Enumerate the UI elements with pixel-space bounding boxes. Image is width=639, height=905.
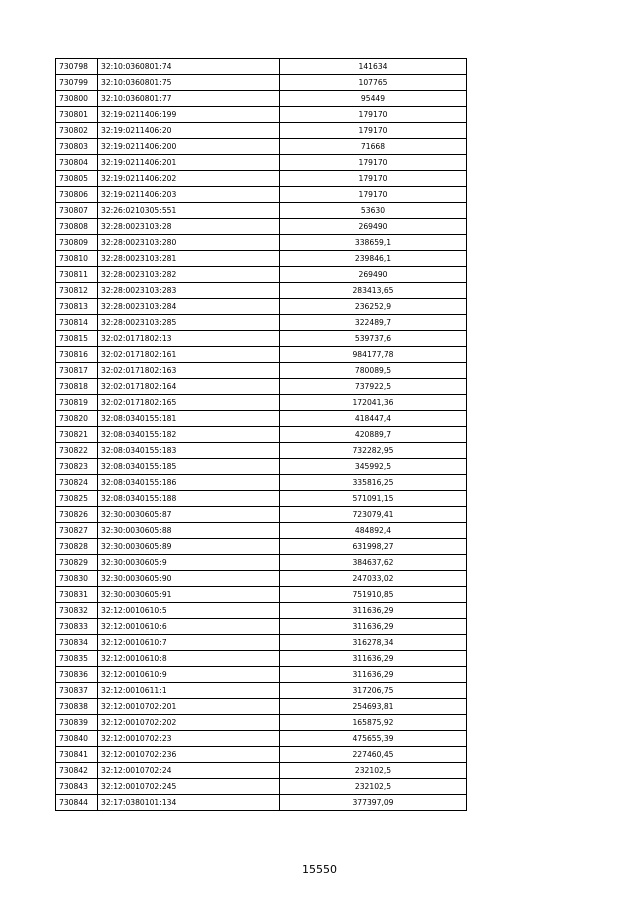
cadastral-number-cell: 32:19:0211406:20: [98, 123, 280, 139]
row-number-cell: 730808: [56, 219, 98, 235]
value-cell: 227460,45: [280, 747, 467, 763]
row-number-cell: 730823: [56, 459, 98, 475]
row-number-cell: 730819: [56, 395, 98, 411]
row-number-cell: 730837: [56, 683, 98, 699]
row-number-cell: 730801: [56, 107, 98, 123]
value-cell: 338659,1: [280, 235, 467, 251]
table-row: [56, 619, 467, 635]
value-cell: 539737,6: [280, 331, 467, 347]
row-number-cell: 730805: [56, 171, 98, 187]
cadastral-number-cell: 32:12:0010610:7: [98, 635, 280, 651]
table-row: [56, 539, 467, 555]
cadastral-number-cell: 32:12:0010702:201: [98, 699, 280, 715]
value-cell: 335816,25: [280, 475, 467, 491]
page-number: 15550: [302, 863, 337, 876]
value-cell: 311636,29: [280, 619, 467, 635]
value-cell: 377397,09: [280, 795, 467, 811]
value-cell: 780089,5: [280, 363, 467, 379]
row-number-cell: 730814: [56, 315, 98, 331]
value-cell: 247033,02: [280, 571, 467, 587]
row-number-cell: 730833: [56, 619, 98, 635]
value-cell: 311636,29: [280, 651, 467, 667]
row-number-cell: 730810: [56, 251, 98, 267]
table-row: [56, 747, 467, 763]
cadastral-number-cell: 32:30:0030605:91: [98, 587, 280, 603]
table-row: [56, 251, 467, 267]
cadastral-number-cell: 32:12:0010702:202: [98, 715, 280, 731]
row-number-cell: 730829: [56, 555, 98, 571]
value-cell: 737922,5: [280, 379, 467, 395]
cadastral-number-cell: 32:02:0171802:165: [98, 395, 280, 411]
value-cell: 95449: [280, 91, 467, 107]
value-cell: 172041,36: [280, 395, 467, 411]
row-number-cell: 730838: [56, 699, 98, 715]
value-cell: 732282,95: [280, 443, 467, 459]
row-number-cell: 730836: [56, 667, 98, 683]
table-row: [56, 75, 467, 91]
cadastral-number-cell: 32:19:0211406:199: [98, 107, 280, 123]
cadastral-number-cell: 32:08:0340155:185: [98, 459, 280, 475]
value-cell: 269490: [280, 219, 467, 235]
table-row: [56, 683, 467, 699]
cadastral-number-cell: 32:28:0023103:283: [98, 283, 280, 299]
row-number-cell: 730816: [56, 347, 98, 363]
row-number-cell: 730812: [56, 283, 98, 299]
value-cell: 311636,29: [280, 603, 467, 619]
value-cell: 269490: [280, 267, 467, 283]
cadastral-number-cell: 32:30:0030605:87: [98, 507, 280, 523]
cadastral-number-cell: 32:12:0010702:23: [98, 731, 280, 747]
value-cell: 179170: [280, 171, 467, 187]
value-cell: 179170: [280, 107, 467, 123]
value-cell: 316278,34: [280, 635, 467, 651]
cadastral-number-cell: 32:17:0380101:134: [98, 795, 280, 811]
value-cell: 236252,9: [280, 299, 467, 315]
cadastral-number-cell: 32:02:0171802:13: [98, 331, 280, 347]
cadastral-number-cell: 32:19:0211406:200: [98, 139, 280, 155]
table-row: [56, 379, 467, 395]
cadastral-number-cell: 32:28:0023103:281: [98, 251, 280, 267]
table-row: [56, 779, 467, 795]
cadastral-number-cell: 32:08:0340155:183: [98, 443, 280, 459]
row-number-cell: 730839: [56, 715, 98, 731]
table-row: [56, 475, 467, 491]
table-row: [56, 603, 467, 619]
value-cell: 484892,4: [280, 523, 467, 539]
cadastral-number-cell: 32:28:0023103:284: [98, 299, 280, 315]
cadastral-number-cell: 32:30:0030605:9: [98, 555, 280, 571]
value-cell: 984177,78: [280, 347, 467, 363]
row-number-cell: 730813: [56, 299, 98, 315]
cadastral-number-cell: 32:10:0360801:77: [98, 91, 280, 107]
row-number-cell: 730800: [56, 91, 98, 107]
row-number-cell: 730831: [56, 587, 98, 603]
table-row: [56, 331, 467, 347]
cadastral-number-cell: 32:28:0023103:285: [98, 315, 280, 331]
cadastral-number-cell: 32:12:0010611:1: [98, 683, 280, 699]
cadastral-number-cell: 32:12:0010702:236: [98, 747, 280, 763]
value-cell: 239846,1: [280, 251, 467, 267]
cadastral-number-cell: 32:30:0030605:88: [98, 523, 280, 539]
value-cell: 107765: [280, 75, 467, 91]
cadastral-number-cell: 32:10:0360801:75: [98, 75, 280, 91]
cadastral-number-cell: 32:26:0210305:551: [98, 203, 280, 219]
row-number-cell: 730844: [56, 795, 98, 811]
table-row: [56, 491, 467, 507]
table-row: [56, 187, 467, 203]
row-number-cell: 730806: [56, 187, 98, 203]
value-cell: 283413,65: [280, 283, 467, 299]
row-number-cell: 730818: [56, 379, 98, 395]
table-row: [56, 459, 467, 475]
table-row: [56, 123, 467, 139]
row-number-cell: 730803: [56, 139, 98, 155]
row-number-cell: 730834: [56, 635, 98, 651]
table-row: [56, 667, 467, 683]
table-row: [56, 411, 467, 427]
table-body: [56, 59, 467, 811]
value-cell: 317206,75: [280, 683, 467, 699]
row-number-cell: 730807: [56, 203, 98, 219]
cadastral-number-cell: 32:08:0340155:181: [98, 411, 280, 427]
cadastral-number-cell: 32:10:0360801:74: [98, 59, 280, 75]
table-row: [56, 715, 467, 731]
value-cell: 418447,4: [280, 411, 467, 427]
row-number-cell: 730835: [56, 651, 98, 667]
value-cell: 420889,7: [280, 427, 467, 443]
cadastral-number-cell: 32:02:0171802:163: [98, 363, 280, 379]
cadastral-number-cell: 32:12:0010610:6: [98, 619, 280, 635]
row-number-cell: 730825: [56, 491, 98, 507]
row-number-cell: 730820: [56, 411, 98, 427]
table-row: [56, 699, 467, 715]
cadastral-number-cell: 32:08:0340155:188: [98, 491, 280, 507]
table-row: [56, 363, 467, 379]
value-cell: 254693,81: [280, 699, 467, 715]
cadastral-number-cell: 32:19:0211406:201: [98, 155, 280, 171]
table-row: [56, 571, 467, 587]
table-row: [56, 795, 467, 811]
row-number-cell: 730815: [56, 331, 98, 347]
table-row: [56, 107, 467, 123]
value-cell: 179170: [280, 187, 467, 203]
table-row: [56, 315, 467, 331]
row-number-cell: 730826: [56, 507, 98, 523]
value-cell: 165875,92: [280, 715, 467, 731]
value-cell: 723079,41: [280, 507, 467, 523]
value-cell: 631998,27: [280, 539, 467, 555]
row-number-cell: 730842: [56, 763, 98, 779]
value-cell: 232102,5: [280, 763, 467, 779]
cadastral-number-cell: 32:12:0010610:5: [98, 603, 280, 619]
value-cell: 232102,5: [280, 779, 467, 795]
table-row: [56, 91, 467, 107]
table-row: [56, 203, 467, 219]
table-row: [56, 235, 467, 251]
cadastral-number-cell: 32:19:0211406:203: [98, 187, 280, 203]
row-number-cell: 730798: [56, 59, 98, 75]
row-number-cell: 730817: [56, 363, 98, 379]
value-cell: 571091,15: [280, 491, 467, 507]
table-row: [56, 587, 467, 603]
value-cell: 475655,39: [280, 731, 467, 747]
table-row: [56, 219, 467, 235]
table-row: [56, 731, 467, 747]
value-cell: 345992,5: [280, 459, 467, 475]
row-number-cell: 730830: [56, 571, 98, 587]
cadastral-number-cell: 32:08:0340155:186: [98, 475, 280, 491]
cadastral-value-table: [55, 58, 467, 811]
value-cell: 179170: [280, 123, 467, 139]
table-row: [56, 395, 467, 411]
table-row: [56, 427, 467, 443]
table-row: [56, 299, 467, 315]
row-number-cell: 730809: [56, 235, 98, 251]
value-cell: 71668: [280, 139, 467, 155]
table-row: [56, 443, 467, 459]
value-cell: 751910,85: [280, 587, 467, 603]
row-number-cell: 730821: [56, 427, 98, 443]
row-number-cell: 730804: [56, 155, 98, 171]
table-row: [56, 139, 467, 155]
table-row: [56, 651, 467, 667]
cadastral-number-cell: 32:30:0030605:90: [98, 571, 280, 587]
cadastral-number-cell: 32:28:0023103:282: [98, 267, 280, 283]
table-row: [56, 763, 467, 779]
cadastral-number-cell: 32:12:0010702:245: [98, 779, 280, 795]
row-number-cell: 730843: [56, 779, 98, 795]
table-row: [56, 555, 467, 571]
cadastral-number-cell: 32:12:0010610:9: [98, 667, 280, 683]
value-cell: 53630: [280, 203, 467, 219]
table-row: [56, 635, 467, 651]
table-row: [56, 155, 467, 171]
row-number-cell: 730841: [56, 747, 98, 763]
row-number-cell: 730828: [56, 539, 98, 555]
table-row: [56, 507, 467, 523]
cadastral-number-cell: 32:30:0030605:89: [98, 539, 280, 555]
value-cell: 311636,29: [280, 667, 467, 683]
cadastral-number-cell: 32:12:0010610:8: [98, 651, 280, 667]
value-cell: 179170: [280, 155, 467, 171]
table-row: [56, 59, 467, 75]
row-number-cell: 730822: [56, 443, 98, 459]
row-number-cell: 730802: [56, 123, 98, 139]
row-number-cell: 730824: [56, 475, 98, 491]
cadastral-number-cell: 32:02:0171802:164: [98, 379, 280, 395]
table-row: [56, 523, 467, 539]
table-row: [56, 283, 467, 299]
cadastral-number-cell: 32:19:0211406:202: [98, 171, 280, 187]
cadastral-number-cell: 32:02:0171802:161: [98, 347, 280, 363]
row-number-cell: 730840: [56, 731, 98, 747]
row-number-cell: 730811: [56, 267, 98, 283]
cadastral-number-cell: 32:28:0023103:280: [98, 235, 280, 251]
table-row: [56, 267, 467, 283]
table-row: [56, 347, 467, 363]
value-cell: 384637,62: [280, 555, 467, 571]
value-cell: 141634: [280, 59, 467, 75]
row-number-cell: 730827: [56, 523, 98, 539]
row-number-cell: 730832: [56, 603, 98, 619]
cadastral-number-cell: 32:12:0010702:24: [98, 763, 280, 779]
table-row: [56, 171, 467, 187]
value-cell: 322489,7: [280, 315, 467, 331]
cadastral-number-cell: 32:08:0340155:182: [98, 427, 280, 443]
cadastral-number-cell: 32:28:0023103:28: [98, 219, 280, 235]
row-number-cell: 730799: [56, 75, 98, 91]
